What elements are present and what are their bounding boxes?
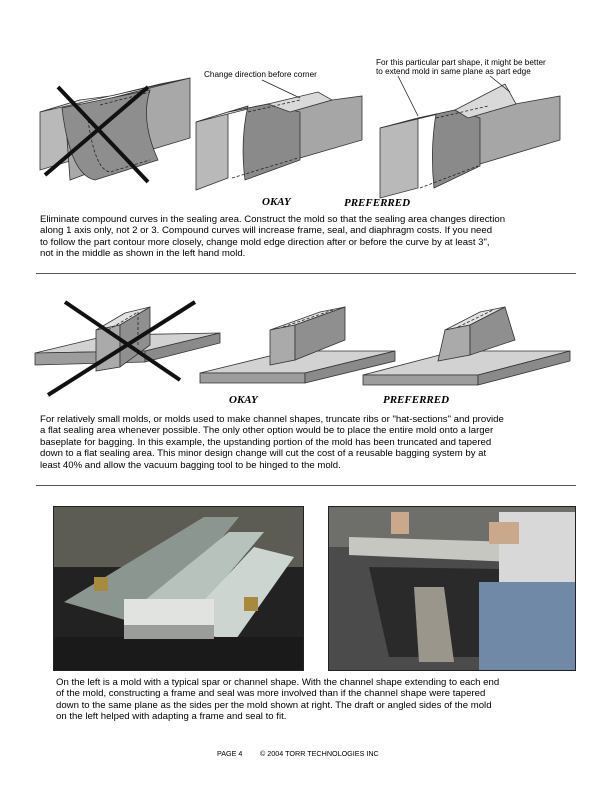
page-number: PAGE 4: [217, 749, 243, 758]
callout-extend-mold-line2: to extend mold in same plane as part edge: [376, 67, 531, 76]
mold-preferred: [380, 76, 560, 198]
paragraph-line: down to the same plane as the sides per the mold shown at right. The draft or angled sides of the mold: [56, 699, 492, 711]
photo-channel-mold: [53, 506, 304, 671]
label-preferred: PREFERRED: [383, 394, 450, 406]
paragraph-line: baseplate for bagging. In this example, the upstanding portion of the mold has been truncated and tapered: [40, 436, 492, 448]
paragraph-line: On the left is a mold with a typical spar or channel shape. With the channel shape extending to each end: [56, 677, 500, 688]
label-okay: OKAY: [229, 394, 258, 406]
callout-change-direction: Change direction before corner: [204, 70, 317, 79]
label-preferred: PREFERRED: [344, 197, 411, 209]
mold-full-rib: [35, 307, 220, 371]
section-divider: [36, 485, 576, 486]
hat-section-molds-diagram: [0, 285, 612, 410]
paragraph-line: For relatively small molds, or molds used to make channel shapes, truncate ribs or "hat-sections" and provide: [40, 414, 504, 425]
paragraph-line: to follow the part contour more closely, change mold edge direction after or before the curve by at least 3",: [40, 236, 490, 248]
callout-extend-mold-line1: For this particular part shape, it might be better: [376, 58, 546, 67]
paragraph-line: a flat sealing area whenever possible. The only other option would be to place the entire mold onto a larger: [40, 425, 494, 437]
section1-paragraph: [40, 214, 505, 260]
paragraph-line: on the left helped with adapting a frame and seal to fit.: [56, 711, 287, 723]
paragraph-line: not in the middle as shown in the left hand mold.: [40, 248, 246, 260]
copyright: © 2004 TORR TECHNOLOGIES INC: [260, 749, 379, 758]
mold-okay: [196, 80, 362, 190]
paragraph-line: Eliminate compound curves in the sealing area. Construct the mold so that the sealing area changes direction: [40, 214, 506, 225]
paragraph-line: of the mold, constructing a frame and seal was more involved than if the channel shape were tapered: [56, 688, 486, 700]
channel-molds-diagram: [0, 0, 612, 215]
section-divider: [36, 273, 576, 274]
section2-paragraph: [40, 414, 504, 471]
mold-truncated: [200, 307, 395, 383]
photo-tapered-mold: [328, 506, 576, 671]
mold-tapered: [363, 307, 570, 385]
paragraph-line: least 40% and allow the vacuum bagging tool to be hinged to the mold.: [40, 459, 341, 471]
paragraph-line: along 1 axis only, not 2 or 3. Compound curves will increase frame, seal, and diaphragm costs. If you need: [40, 225, 493, 237]
label-okay: OKAY: [262, 196, 291, 208]
paragraph-line: down to a flat sealing area. This minor design change will cut the cost of a reusable bagging system by at: [40, 448, 487, 460]
section3-paragraph: [56, 677, 499, 723]
